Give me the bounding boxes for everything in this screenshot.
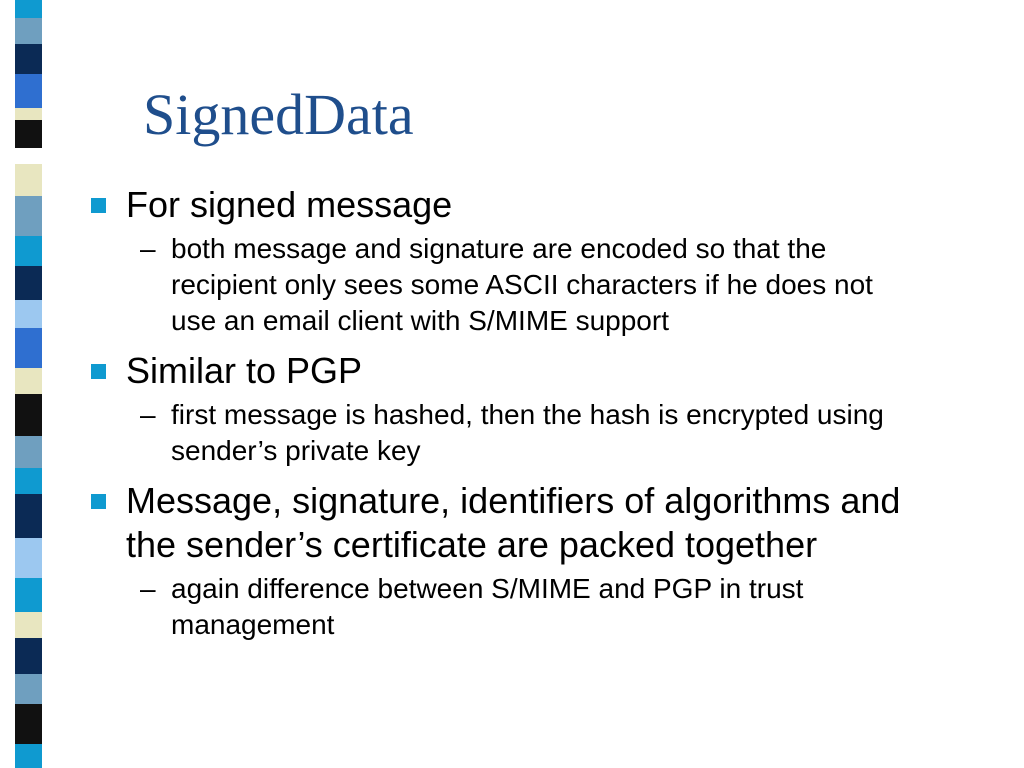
stripe-band bbox=[15, 328, 42, 368]
dash-bullet-icon: – bbox=[140, 573, 156, 604]
stripe-band bbox=[15, 394, 42, 436]
sub-bullet-list bbox=[88, 231, 988, 339]
stripe-band bbox=[15, 538, 42, 578]
bullet-text: Similar to PGP bbox=[126, 350, 363, 391]
stripe-band bbox=[15, 674, 42, 704]
sub-bullet-item bbox=[88, 231, 911, 339]
dash-bullet-icon: – bbox=[140, 399, 156, 430]
stripe-band bbox=[15, 18, 42, 44]
dash-bullet-icon: – bbox=[140, 233, 156, 264]
square-bullet-icon bbox=[91, 364, 106, 379]
decorative-stripe-bar bbox=[15, 0, 42, 768]
square-bullet-icon bbox=[91, 494, 106, 509]
stripe-band bbox=[15, 236, 42, 266]
stripe-band bbox=[15, 74, 42, 108]
stripe-band bbox=[15, 494, 42, 538]
stripe-band bbox=[15, 704, 42, 744]
sub-bullet-text: both message and signature are encoded so that the recipient only sees some ASCII characters if he does not use an email client with S/MIME support bbox=[171, 233, 873, 336]
stripe-band bbox=[15, 436, 42, 468]
stripe-band bbox=[15, 108, 42, 120]
stripe-band bbox=[15, 612, 42, 638]
sub-bullet-item bbox=[88, 397, 911, 469]
stripe-band bbox=[15, 164, 42, 196]
sub-bullet-text: again difference between S/MIME and PGP in trust management bbox=[171, 573, 804, 640]
bullet-item bbox=[88, 479, 926, 567]
sub-bullet-list bbox=[88, 571, 988, 643]
stripe-band bbox=[15, 148, 42, 164]
bullet-item bbox=[88, 183, 988, 227]
stripe-band bbox=[15, 44, 42, 74]
stripe-band bbox=[15, 196, 42, 236]
stripe-band bbox=[15, 120, 42, 148]
stripe-band bbox=[15, 300, 42, 328]
stripe-band bbox=[15, 368, 42, 394]
stripe-band bbox=[15, 638, 42, 674]
bullet-item bbox=[88, 349, 988, 393]
bullet-text: Message, signature, identifiers of algorithms and the sender’s certificate are packed together bbox=[126, 480, 901, 565]
stripe-band bbox=[15, 744, 42, 768]
square-bullet-icon bbox=[91, 198, 106, 213]
sub-bullet-text: first message is hashed, then the hash is encrypted using sender’s private key bbox=[171, 399, 884, 466]
sub-bullet-item bbox=[88, 571, 911, 643]
stripe-band bbox=[15, 468, 42, 494]
bullet-list bbox=[88, 183, 988, 653]
stripe-band bbox=[15, 578, 42, 612]
slide-title: SignedData bbox=[143, 82, 414, 147]
sub-bullet-list bbox=[88, 397, 988, 469]
stripe-band bbox=[15, 266, 42, 300]
bullet-text: For signed message bbox=[126, 184, 453, 225]
stripe-band bbox=[15, 0, 42, 18]
